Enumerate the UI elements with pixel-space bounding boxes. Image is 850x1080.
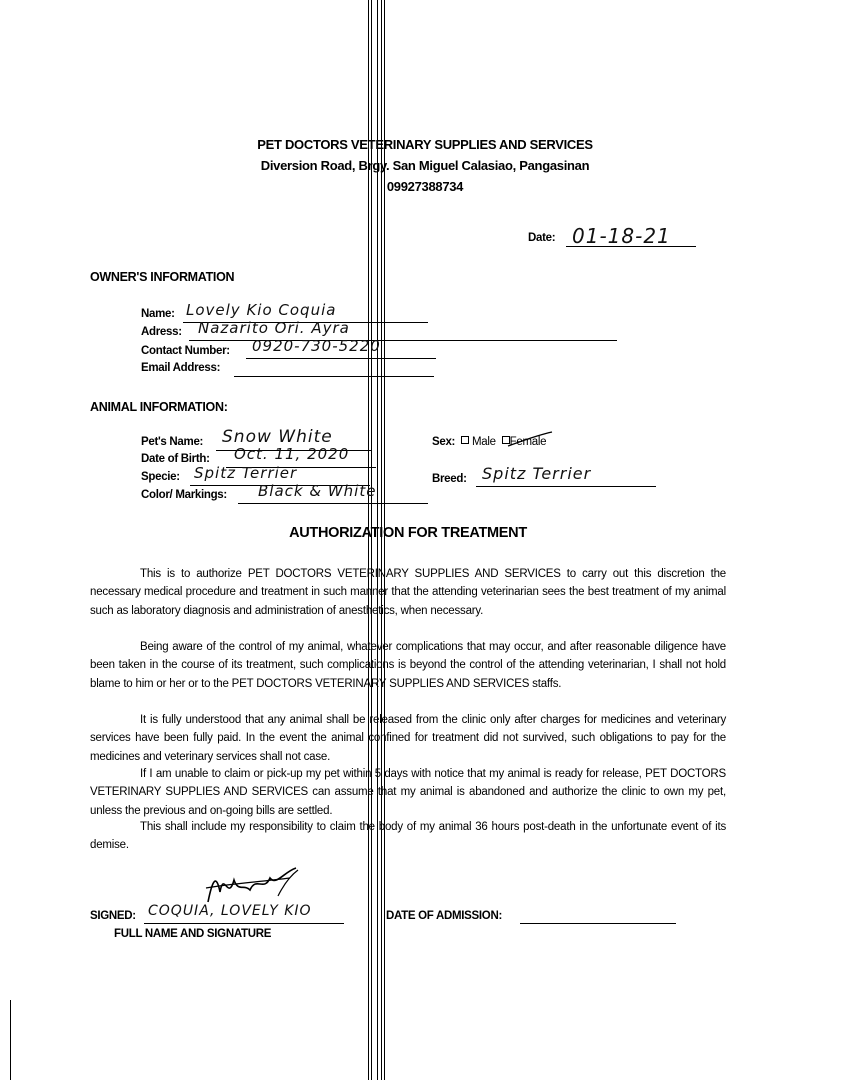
email-label: Email Address:	[141, 362, 221, 374]
dob-value: Oct. 11, 2020	[234, 445, 350, 463]
date-label: Date:	[528, 232, 556, 244]
date-value: 01-18-21	[572, 224, 671, 248]
admission-date-line	[520, 923, 676, 924]
authorization-paragraph: This is to authorize PET DOCTORS VETERINARY SUPPLIES AND SERVICES to carry out this discretion the necessary medical procedure and treatment in such manner that the attending veterinarian sees the best treatment of my animal such as laboratory diagnosis and administration of anesthetics, when necessary.	[90, 568, 726, 617]
signed-label: SIGNED:	[90, 910, 136, 922]
breed-label: Breed:	[432, 473, 467, 485]
owner-address-value: Nazarito Ori. Ayra	[198, 319, 350, 337]
scan-line	[10, 1000, 11, 1080]
specie-label: Specie:	[141, 471, 180, 483]
color-label: Color/ Markings:	[141, 489, 227, 501]
contact-number-value: 0920-730-5220	[252, 337, 381, 355]
owner-address-label: Adress:	[141, 326, 182, 338]
male-label: Male	[472, 436, 496, 448]
authorization-paragraph: This shall include my responsibility to claim the body of my animal 36 hours post-death in the unfortunate event of its demise.	[90, 821, 726, 852]
female-check-mark	[506, 430, 556, 452]
dob-label: Date of Birth:	[141, 453, 210, 465]
signed-line	[144, 923, 344, 924]
pet-name-label: Pet's Name:	[141, 436, 204, 448]
clinic-address: Diversion Road, Brgy. San Miguel Calasiao, Pangasinan	[260, 158, 590, 173]
color-line	[238, 503, 428, 504]
owner-name-label: Name:	[141, 308, 175, 320]
animal-section-title: ANIMAL INFORMATION:	[90, 400, 228, 414]
clinic-phone: 09927388734	[386, 179, 464, 194]
signed-value: COQUIA, LOVELY KIO	[148, 903, 312, 919]
signature-caption: FULL NAME AND SIGNATURE	[114, 928, 272, 940]
sex-label: Sex:	[432, 436, 456, 448]
contact-number-label: Contact Number:	[141, 345, 230, 357]
owner-name-value: Lovely Kio Coquia	[186, 301, 337, 319]
owner-section-title: OWNER'S INFORMATION	[90, 270, 235, 284]
pet-name-value: Snow White	[222, 427, 333, 447]
authorization-paragraph: If I am unable to claim or pick-up my pet within 5 days with notice that my animal is ready for release, PET DOCTORS VETERINARY SUPPLIES AND SERVICES can assume that my animal is abandoned and authorize the clinic to own my pet, unless the previous and on-going bills are settled.	[90, 768, 726, 817]
breed-value: Spitz Terrier	[482, 464, 592, 483]
authorization-paragraph: Being aware of the control of my animal, whatever complications that may occur, and after reasonable diligence have been taken in the course of its treatment, such complications is beyond the control of the attending veterinarian, I shall not hold blame to him or her or to the PET DOCTORS VETERINARY SUPPLIES AND SERVICES staffs.	[90, 641, 726, 690]
clinic-name: PET DOCTORS VETERINARY SUPPLIES AND SERVICES	[257, 137, 593, 152]
specie-value: Spitz Terrier	[194, 464, 298, 482]
admission-date-label: DATE OF ADMISSION:	[386, 910, 502, 922]
female-label: Female	[509, 436, 547, 448]
authorization-title: AUTHORIZATION FOR TREATMENT	[289, 525, 527, 541]
authorization-paragraph: It is fully understood that any animal shall be released from the clinic only after charges for medicines and veterinary services have been fully paid. In the event the animal confined for treatment did not survived, such obligations to pay for the medicines and veterinary services shall not case.	[90, 714, 726, 763]
male-checkbox[interactable]	[461, 436, 469, 444]
breed-line	[476, 486, 656, 487]
email-line	[234, 376, 434, 377]
contact-number-line	[246, 358, 436, 359]
color-value: Black & White	[258, 482, 377, 500]
